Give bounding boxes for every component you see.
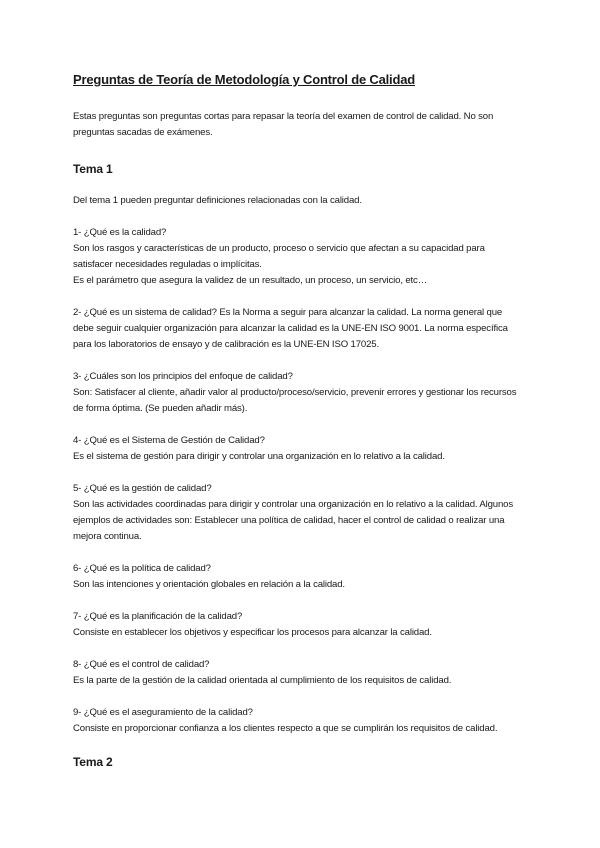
document-intro: Estas preguntas son preguntas cortas para repasar la teoría del examen de control de calidad. No son preguntas sacadas de exámenes.	[73, 111, 494, 138]
question: 3- ¿Cuáles son los principios del enfoque de calidad?	[73, 371, 293, 382]
question: 6- ¿Qué es la política de calidad?	[73, 563, 211, 574]
section-heading-tema-2: Tema 2	[73, 755, 113, 769]
answer: Es la Norma a seguir para alcanzar la calidad. La norma general que debe seguir cualquier organización para alcanzar la calidad es la UNE-EN ISO 9001. La norma específica para los laboratorios de ensayo y de calibración es la UNE-EN ISO 17025.	[73, 307, 508, 350]
answer: Consiste en establecer los objetivos y especificar los procesos para alcanzar la calidad.	[73, 627, 432, 638]
answer: Es la parte de la gestión de la calidad orientada al cumplimiento de los requisitos de calidad.	[73, 675, 452, 686]
qa-item-8	[73, 657, 520, 689]
qa-item-9	[73, 705, 520, 737]
qa-item-4	[73, 433, 520, 465]
document-title: Preguntas de Teoría de Metodología y Control de Calidad	[73, 72, 415, 87]
question: 1- ¿Qué es la calidad?	[73, 227, 167, 238]
qa-item-5	[73, 481, 520, 545]
qa-item-7	[73, 609, 520, 641]
question: 4- ¿Qué es el Sistema de Gestión de Calidad?	[73, 435, 265, 446]
question: 5- ¿Qué es la gestión de calidad?	[73, 483, 212, 494]
answer: Son las intenciones y orientación globales en relación a la calidad.	[73, 579, 345, 590]
answer: Son: Satisfacer al cliente, añadir valor al producto/proceso/servicio, prevenir errores y gestionar los recursos de forma óptima. (Se pueden añadir más).	[73, 387, 517, 414]
answer: Son los rasgos y características de un producto, proceso o servicio que afectan a su capacidad para satisfacer necesidades reguladas o implícitas.	[73, 243, 485, 270]
question: 9- ¿Qué es el aseguramiento de la calidad?	[73, 707, 253, 718]
answer: Es el sistema de gestión para dirigir y controlar una organización en lo relativo a la calidad.	[73, 451, 445, 462]
section-intro: Del tema 1 pueden preguntar definiciones relacionadas con la calidad.	[73, 195, 362, 206]
answer: Consiste en proporcionar confianza a los clientes respecto a que se cumplirán los requisitos de calidad.	[73, 723, 498, 734]
qa-item-1	[73, 225, 520, 289]
answer-extra: Es el parámetro que asegura la validez de un resultado, un proceso, un servicio, etc…	[73, 275, 428, 286]
section-heading-tema-1: Tema 1	[73, 162, 113, 176]
question: 2- ¿Qué es un sistema de calidad?	[73, 307, 217, 318]
answer: Son las actividades coordinadas para dirigir y controlar una organización en lo relativo a la calidad. Algunos ejemplos de actividades son: Establecer una política de calidad, hacer el control de calidad o realizar una mejora continua.	[73, 499, 514, 542]
question: 7- ¿Qué es la planificación de la calidad?	[73, 611, 243, 622]
question: 8- ¿Qué es el control de calidad?	[73, 659, 210, 670]
qa-item-3	[73, 369, 520, 417]
qa-item-6	[73, 561, 520, 593]
qa-item-2	[73, 305, 520, 353]
